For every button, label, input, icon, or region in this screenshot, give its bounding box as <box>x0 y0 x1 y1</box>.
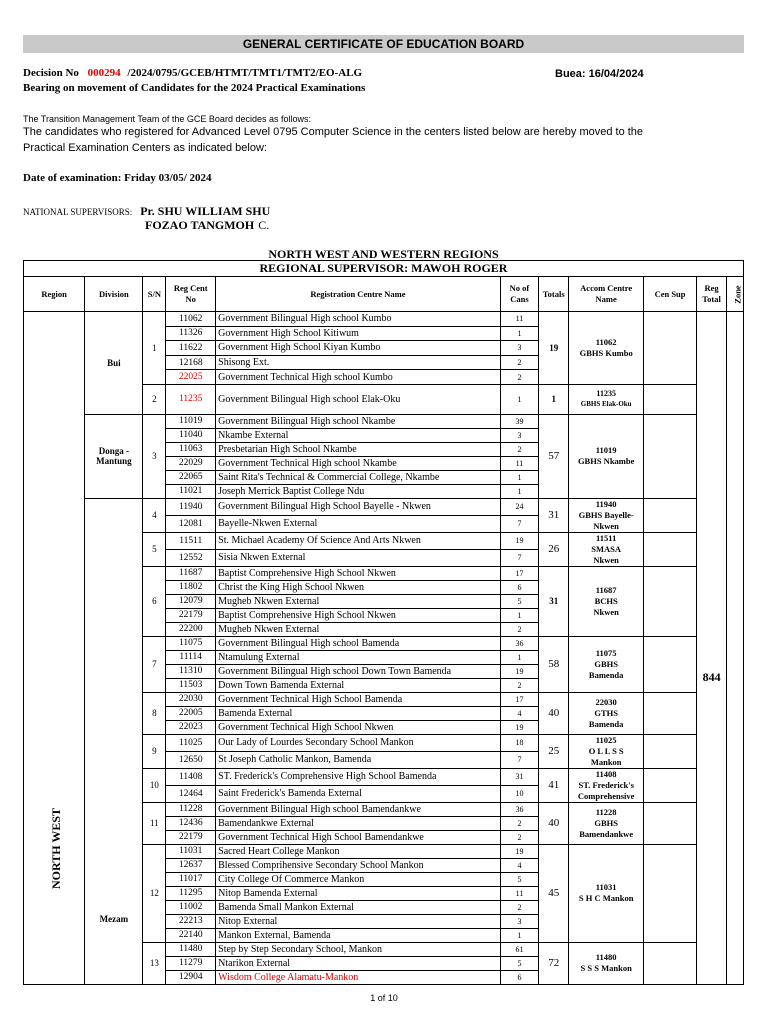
movement-table <box>23 260 744 985</box>
col-sn: S/N <box>143 277 166 312</box>
reg-cent-code: 12436 <box>166 816 216 830</box>
col-accom: Accom Centre Name <box>569 277 644 312</box>
no-of-cans: 10 <box>500 785 538 802</box>
reg-cent-code: 11019 <box>166 414 216 428</box>
accom-line: 11480 <box>595 952 617 963</box>
no-of-cans: 5 <box>500 594 538 608</box>
no-of-cans: 31 <box>500 768 538 785</box>
reg-cent-code: 11031 <box>166 844 216 858</box>
reg-cent-code: 11802 <box>166 580 216 594</box>
accom-line: Mankon <box>590 756 622 767</box>
sn-cell: 10 <box>143 768 166 802</box>
centre-name: Government Bilingual High school Down Town Bamenda <box>216 664 501 678</box>
reg-cent-code: 22200 <box>166 622 216 636</box>
centre-name: Bamenda External <box>216 706 501 720</box>
sn-cell: 2 <box>143 384 166 414</box>
intro-line-3: Practical Examination Centers as indicated below: <box>23 142 267 154</box>
no-of-cans: 36 <box>500 636 538 650</box>
accom-centre <box>569 384 644 414</box>
centre-name: St Joseph Catholic Mankon, Bamenda <box>216 751 501 768</box>
reg-cent-code: 22029 <box>166 456 216 470</box>
centre-name: ST. Frederick's Comprehensive High School Bamenda <box>216 768 501 785</box>
reg-cent-code: 11075 <box>166 636 216 650</box>
no-of-cans: 2 <box>500 816 538 830</box>
accom-centre <box>569 566 644 636</box>
supervisor-2-suffix: C. <box>258 218 270 232</box>
accom-line: 11408 <box>595 768 617 779</box>
accom-line: 11940 <box>595 498 617 509</box>
intro-line-1: The Transition Management Team of the GCE Board decides as follows: <box>23 114 311 124</box>
accom-centre <box>569 734 644 768</box>
col-division: Division <box>85 277 143 312</box>
no-of-cans: 7 <box>500 515 538 532</box>
no-of-cans: 5 <box>500 872 538 886</box>
no-of-cans: 1 <box>500 928 538 942</box>
centre-name: Mugheb Nkwen External <box>216 594 501 608</box>
reg-cent-code: 22179 <box>166 608 216 622</box>
col-totals: Totals <box>539 277 569 312</box>
division-cell: Mezam <box>85 498 143 984</box>
reg-cent-code: 22140 <box>166 928 216 942</box>
centre-name: Step by Step Secondary School, Mankon <box>216 942 501 956</box>
no-of-cans: 24 <box>500 498 538 515</box>
sn-cell: 5 <box>143 532 166 566</box>
accom-line: 11031 <box>595 882 617 893</box>
accom-line: 11228 <box>595 806 617 817</box>
cen-sup-cell <box>644 844 697 942</box>
no-of-cans: 6 <box>500 580 538 594</box>
sn-cell: 1 <box>143 312 166 385</box>
no-of-cans: 3 <box>500 428 538 442</box>
centre-name: Blessed Comprihensive Secondary School Mankon <box>216 858 501 872</box>
accom-line: GBHS <box>594 658 618 669</box>
centre-name: Government High School Kiyan Kumbo <box>216 341 501 356</box>
decision-ref: /2024/0795/GCEB/HTMT/TMT1/TMT2/EO-ALG <box>127 67 363 79</box>
group-total: 1 <box>539 384 569 414</box>
sn-cell: 13 <box>143 942 166 984</box>
cen-sup-cell <box>644 692 697 734</box>
group-total: 26 <box>539 532 569 566</box>
decision-number: 000294 <box>87 67 121 79</box>
col-no-cans: No of Cans <box>500 277 538 312</box>
no-of-cans: 11 <box>500 456 538 470</box>
centre-name: Saint Frederick's Bamenda External <box>216 785 501 802</box>
col-centre-name: Registration Centre Name <box>216 277 501 312</box>
reg-cent-code: 11503 <box>166 678 216 692</box>
supervisor-1: Pr. SHU WILLIAM SHU <box>140 204 271 218</box>
supervisors-label: NATIONAL SUPERVISORS: <box>23 207 133 217</box>
group-total: 40 <box>539 692 569 734</box>
accom-centre <box>569 692 644 734</box>
place-date: Buea: 16/04/2024 <box>555 68 644 80</box>
cen-sup-cell <box>644 802 697 844</box>
accom-centre <box>569 498 644 532</box>
accom-line: GBHS Kumbo <box>579 347 633 358</box>
centre-name: Government Bilingual High school Bamendankwe <box>216 802 501 816</box>
no-of-cans: 39 <box>500 414 538 428</box>
no-of-cans: 19 <box>500 720 538 734</box>
accom-line: 11235 <box>596 389 616 399</box>
centre-name: Presbetarian High School Nkambe <box>216 442 501 456</box>
reg-cent-code: 11017 <box>166 872 216 886</box>
cen-sup-cell <box>644 768 697 802</box>
centre-name: Government High School Kitiwum <box>216 326 501 341</box>
exam-date: Date of examination: Friday 03/05/ 2024 <box>23 172 212 184</box>
accom-line: Bamendankwe <box>579 828 634 839</box>
reg-cent-code: 11408 <box>166 768 216 785</box>
reg-cent-code: 11063 <box>166 442 216 456</box>
reg-cent-code: 11310 <box>166 664 216 678</box>
centre-name: Joseph Merrick Baptist College Ndu <box>216 484 501 498</box>
centre-name: Government Bilingual High school Nkambe <box>216 414 501 428</box>
no-of-cans: 19 <box>500 664 538 678</box>
accom-centre <box>569 768 644 802</box>
accom-line: SMASA <box>591 543 622 554</box>
reg-cent-code: 12650 <box>166 751 216 768</box>
accom-line: S S S Mankon <box>580 963 632 974</box>
sn-cell: 11 <box>143 802 166 844</box>
accom-line: 11687 <box>595 584 617 595</box>
group-total: 31 <box>539 498 569 532</box>
accom-line: Nkwen <box>593 554 619 565</box>
reg-cent-code: 11040 <box>166 428 216 442</box>
reg-cent-code: 12079 <box>166 594 216 608</box>
centre-name: Mugheb Nkwen External <box>216 622 501 636</box>
accom-line: Bamenda <box>588 669 624 680</box>
accom-line: GBHS Bayelle- <box>578 509 634 520</box>
group-total: 40 <box>539 802 569 844</box>
accom-centre <box>569 312 644 385</box>
reg-cent-code: 22030 <box>166 692 216 706</box>
cen-sup-cell <box>644 312 697 385</box>
reg-cent-code: 12552 <box>166 549 216 566</box>
col-zone: Zone <box>727 277 744 312</box>
centre-name: Nitop External <box>216 914 501 928</box>
reg-cent-code: 11687 <box>166 566 216 580</box>
accom-line: GBHS Nkambe <box>577 456 635 467</box>
reg-cent-code: 22179 <box>166 830 216 844</box>
centre-name: Mankon External, Bamenda <box>216 928 501 942</box>
group-total: 45 <box>539 844 569 942</box>
no-of-cans: 7 <box>500 751 538 768</box>
no-of-cans: 61 <box>500 942 538 956</box>
no-of-cans: 2 <box>500 678 538 692</box>
centre-name: Government Bilingual High school Kumbo <box>216 312 501 327</box>
no-of-cans: 2 <box>500 622 538 636</box>
col-region: Region <box>24 277 85 312</box>
division-cell: Donga -Mantung <box>85 414 143 498</box>
accom-line: Nkwen <box>593 606 619 617</box>
no-of-cans: 2 <box>500 370 538 385</box>
no-of-cans: 11 <box>500 312 538 327</box>
group-total: 58 <box>539 636 569 692</box>
table-row <box>24 498 744 515</box>
no-of-cans: 1 <box>500 384 538 414</box>
centre-name: Bayelle-Nkwen External <box>216 515 501 532</box>
reg-cent-code: 12168 <box>166 355 216 370</box>
accom-centre <box>569 802 644 844</box>
no-of-cans: 2 <box>500 900 538 914</box>
centre-name: Government Technical High School Bamenda <box>216 692 501 706</box>
board-banner: GENERAL CERTIFICATE OF EDUCATION BOARD <box>23 35 744 53</box>
reg-cent-code: 22005 <box>166 706 216 720</box>
no-of-cans: 2 <box>500 355 538 370</box>
sn-cell: 9 <box>143 734 166 768</box>
reg-cent-code: 11511 <box>166 532 216 549</box>
centre-name: Bamenda Small Mankon External <box>216 900 501 914</box>
centre-name: City College Of Commerce Mankon <box>216 872 501 886</box>
col-cen-sup: Cen Sup <box>644 277 697 312</box>
reg-cent-code: 22065 <box>166 470 216 484</box>
reg-cent-code: 22023 <box>166 720 216 734</box>
cen-sup-cell <box>644 636 697 692</box>
centre-name: Government Technical High school Kumbo <box>216 370 501 385</box>
accom-line: S H C Mankon <box>578 893 634 904</box>
no-of-cans: 1 <box>500 470 538 484</box>
accom-line: 11019 <box>595 445 617 456</box>
centre-name: Government Technical High School Bamendankwe <box>216 830 501 844</box>
accom-line: GTHS <box>594 707 618 718</box>
centre-name: Sacred Heart College Mankon <box>216 844 501 858</box>
sn-cell: 12 <box>143 844 166 942</box>
reg-cent-code: 12637 <box>166 858 216 872</box>
sn-cell: 4 <box>143 498 166 532</box>
accom-line: Bamenda <box>588 718 624 729</box>
reg-cent-code: 11235 <box>166 384 216 414</box>
table-body <box>24 312 744 985</box>
cen-sup-cell <box>644 498 697 532</box>
no-of-cans: 3 <box>500 341 538 356</box>
accom-line: Nkwen <box>593 520 619 531</box>
centre-name: Nitop Bamenda External <box>216 886 501 900</box>
no-of-cans: 1 <box>500 650 538 664</box>
centre-name: Christ the King High School Nkwen <box>216 580 501 594</box>
group-total: 41 <box>539 768 569 802</box>
sn-cell: 8 <box>143 692 166 734</box>
intro-line-2: The candidates who registered for Advanced Level 0795 Computer Science in the centers listed below are hereby moved to the <box>23 126 644 138</box>
region-total: 844 <box>697 312 727 985</box>
centre-name: Baptist Comprehensive High School Nkwen <box>216 566 501 580</box>
no-of-cans: 1 <box>500 326 538 341</box>
reg-cent-code: 11114 <box>166 650 216 664</box>
cen-sup-cell <box>644 734 697 768</box>
centre-name: Government Technical High school Nkambe <box>216 456 501 470</box>
reg-cent-code: 12904 <box>166 970 216 984</box>
sn-cell: 6 <box>143 566 166 636</box>
centre-name: Baptist Comprehensive High School Nkwen <box>216 608 501 622</box>
cen-sup-cell <box>644 566 697 636</box>
page-number: 1 of 10 <box>370 993 398 1003</box>
group-total: 31 <box>539 566 569 636</box>
cen-sup-cell <box>644 414 697 498</box>
reg-cent-code: 11228 <box>166 802 216 816</box>
group-total: 57 <box>539 414 569 498</box>
no-of-cans: 2 <box>500 830 538 844</box>
reg-cent-code: 11279 <box>166 956 216 970</box>
no-of-cans: 11 <box>500 886 538 900</box>
region-name: NORTH WEST <box>49 807 64 889</box>
centre-name: Bamendankwe External <box>216 816 501 830</box>
centre-name: Ntarikon External <box>216 956 501 970</box>
no-of-cans: 18 <box>500 734 538 751</box>
accom-centre <box>569 532 644 566</box>
decision-line <box>23 67 362 79</box>
regional-supervisor: REGIONAL SUPERVISOR: MAWOH ROGER <box>24 261 744 277</box>
accom-line: Comprehensive <box>577 790 635 801</box>
cen-sup-cell <box>644 384 697 414</box>
reg-cent-code: 11940 <box>166 498 216 515</box>
group-total: 19 <box>539 312 569 385</box>
centre-name: Wisdom College Alamatu-Mankon <box>216 970 501 984</box>
centre-name: Saint Rita's Technical & Commercial College, Nkambe <box>216 470 501 484</box>
decision-subject: Bearing on movement of Candidates for the 2024 Practical Examinations <box>23 82 366 94</box>
no-of-cans: 7 <box>500 549 538 566</box>
group-total: 25 <box>539 734 569 768</box>
centre-name: Government Bilingual High school Bamenda <box>216 636 501 650</box>
reg-cent-code: 22213 <box>166 914 216 928</box>
accom-line: 11511 <box>596 532 617 543</box>
region-cell <box>24 312 85 985</box>
centre-name: St. Michael Academy Of Science And Arts Nkwen <box>216 532 501 549</box>
reg-cent-code: 11062 <box>166 312 216 327</box>
table-row <box>24 414 744 428</box>
centre-name: Down Town Bamenda External <box>216 678 501 692</box>
reg-cent-code: 11480 <box>166 942 216 956</box>
no-of-cans: 6 <box>500 970 538 984</box>
col-reg-cent: Reg Cent No <box>166 277 216 312</box>
no-of-cans: 4 <box>500 706 538 720</box>
accom-centre <box>569 414 644 498</box>
cen-sup-cell <box>644 942 697 984</box>
no-of-cans: 19 <box>500 532 538 549</box>
centre-name: Nkambe External <box>216 428 501 442</box>
centre-name: Shisong Ext. <box>216 355 501 370</box>
reg-cent-code: 12464 <box>166 785 216 802</box>
supervisor-2-line <box>145 216 269 234</box>
no-of-cans: 4 <box>500 858 538 872</box>
no-of-cans: 5 <box>500 956 538 970</box>
reg-cent-code: 11002 <box>166 900 216 914</box>
no-of-cans: 1 <box>500 484 538 498</box>
division-cell: Bui <box>85 312 143 415</box>
zone-cell <box>727 312 744 985</box>
reg-cent-code: 11021 <box>166 484 216 498</box>
accom-line: 11062 <box>595 336 617 347</box>
accom-centre <box>569 844 644 942</box>
centre-name: Government Technical High School Nkwen <box>216 720 501 734</box>
no-of-cans: 36 <box>500 802 538 816</box>
col-reg-total: Reg Total <box>697 277 727 312</box>
centre-name: Our Lady of Lourdes Secondary School Mankon <box>216 734 501 751</box>
centre-name: Ntamulung External <box>216 650 501 664</box>
reg-cent-code: 11622 <box>166 341 216 356</box>
no-of-cans: 17 <box>500 566 538 580</box>
accom-line: BCHS <box>594 595 618 606</box>
cen-sup-cell <box>644 532 697 566</box>
centre-name: Sisia Nkwen External <box>216 549 501 566</box>
reg-cent-code: 11326 <box>166 326 216 341</box>
table-row <box>24 312 744 327</box>
accom-line: GBHS <box>594 817 618 828</box>
centre-name: Government Bilingual High school Elak-Oku <box>216 384 501 414</box>
decision-label: Decision No <box>23 67 79 79</box>
accom-centre <box>569 636 644 692</box>
supervisor-2: FOZAO TANGMOH <box>145 218 255 232</box>
no-of-cans: 19 <box>500 844 538 858</box>
no-of-cans: 2 <box>500 442 538 456</box>
accom-line: 11075 <box>595 647 617 658</box>
no-of-cans: 1 <box>500 608 538 622</box>
reg-cent-code: 12081 <box>166 515 216 532</box>
accom-line: O L L S S <box>588 745 624 756</box>
centre-name: Government Bilingual High School Bayelle - Nkwen <box>216 498 501 515</box>
sn-cell: 3 <box>143 414 166 498</box>
accom-centre <box>569 942 644 984</box>
accom-line: ST. Frederick's <box>578 779 634 790</box>
no-of-cans: 3 <box>500 914 538 928</box>
accom-line: GBHS Elak-Oku <box>580 400 632 409</box>
sn-cell: 7 <box>143 636 166 692</box>
no-of-cans: 17 <box>500 692 538 706</box>
reg-cent-code: 22025 <box>166 370 216 385</box>
reg-cent-code: 11025 <box>166 734 216 751</box>
group-total: 72 <box>539 942 569 984</box>
accom-line: 22030 <box>595 696 617 707</box>
accom-line: 11025 <box>595 734 617 745</box>
reg-cent-code: 11295 <box>166 886 216 900</box>
regions-title: NORTH WEST AND WESTERN REGIONS <box>268 247 499 261</box>
